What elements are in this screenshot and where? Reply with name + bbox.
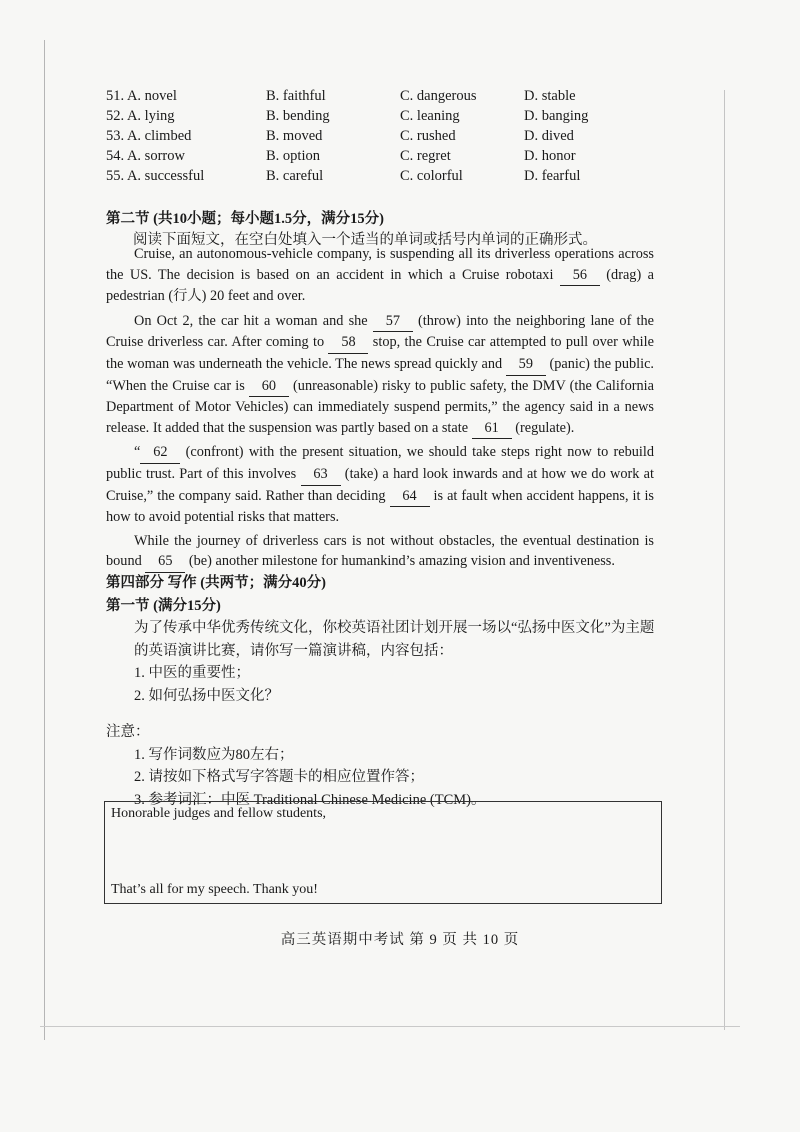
paragraph-1: Cruise, an autonomous-vehicle company, is suspending all its driverless operations across the US. The decision is based on an accident in which a Cruise robotaxi 56 (drag) a pedestrian (行人) 20 feet and over. [106,246,654,305]
writing-section [106,572,666,811]
writing-prompt: 为了传承中华优秀传统文化，你校英语社团计划开展一场以“弘扬中医文化”为主题的英语演讲比赛，请你写一篇演讲稿，内容包括： [134,620,655,659]
answer-box[interactable] [104,801,662,904]
option-a: 52. A. lying [106,108,175,124]
option-row [106,86,626,106]
part-4-heading: 第四部分 写作 (共两节；满分40分) [106,575,326,591]
option-c: C. dangerous [400,88,477,104]
option-c: C. regret [400,148,451,164]
option-b: B. moved [266,128,323,144]
options-table [106,86,626,186]
note-item: 2. 请按如下格式写字答题卡的相应位置作答； [134,769,424,785]
prompt-item: 1. 中医的重要性； [134,665,250,681]
cloze-passage [106,244,654,573]
option-b: B. faithful [266,88,326,104]
blank-65[interactable]: 65 [145,551,185,573]
note-item: 1. 写作词数应为80左右； [134,746,294,763]
option-b: B. careful [266,168,324,184]
blank-56[interactable]: 56 [560,265,600,287]
speech-greeting: Honorable judges and fellow students, [111,806,327,821]
option-d: D. dived [524,128,574,144]
section-1-heading: 第一节 (满分15分) [106,597,221,614]
option-a: 51. A. novel [106,88,177,104]
paragraph-2: On Oct 2, the car hit a woman and she 57 (throw) into the neighboring lane of the Cruise driverless car. After coming to 58 stop, the Cruise car attempted to pull over while the woman was underneath the vehicle. The news spread quickly and 59 (panic) the public. “When the Cruise car is 60 (unreasonable) risky to public safety, the DMV (the California Department of Motor Vehicles) can immediately suspend permits,” the agency said in a news release. It added that the suspension was partly based on a state 61 (regulate). [106,311,654,440]
option-d: D. honor [524,148,576,164]
scan-bottom-line [40,1026,740,1027]
option-c: C. rushed [400,128,456,144]
option-d: D. fearful [524,168,581,184]
scan-edge-left [44,40,45,1040]
option-row [106,146,626,166]
option-b: B. bending [266,108,330,124]
speech-closing: That’s all for my speech. Thank you! [111,882,318,897]
option-b: B. option [266,148,320,164]
blank-63[interactable]: 63 [301,464,341,486]
prompt-item: 2. 如何弘扬中医文化？ [134,687,279,704]
notes-title: 注意： [106,724,150,740]
blank-64[interactable]: 64 [390,486,430,508]
scan-edge-right [724,90,725,1030]
blank-58[interactable]: 58 [328,332,368,354]
blank-62[interactable]: 62 [140,442,180,464]
section-2-heading: 第二节 (共10小题；每小题1.5分，满分15分) [106,211,384,227]
option-row [106,126,626,146]
paragraph-3: “ 62 (confront) with the present situation, we should take steps right now to rebuild public trust. Part of this involves 63 (take) a hard look inwards and at how we do work at Cruise,” the company said. Rather than deciding 64 is at fault when accident happens, it is how to avoid potential risks that matters. [106,444,655,526]
paragraph-4: While the journey of driverless cars is not without obstacles, the eventual destination is bound 65 (be) another milestone for humankind’s amazing vision and inventiveness. [106,531,654,573]
option-c: C. leaning [400,108,460,124]
blank-60[interactable]: 60 [249,376,289,398]
option-d: D. stable [524,88,576,104]
option-d: D. banging [524,108,589,124]
option-row [106,166,626,186]
option-c: C. colorful [400,168,463,184]
blank-59[interactable]: 59 [506,354,546,376]
option-a: 53. A. climbed [106,128,192,144]
note-item: 3. 参考词汇：中医 Traditional Chinese Medicine (TCM)。 [134,791,486,808]
option-a: 54. A. sorrow [106,148,185,164]
option-a: 55. A. successful [106,168,205,184]
blank-57[interactable]: 57 [373,311,413,333]
page-footer: 高三英语期中考试 第 9 页 共 10 页 [280,932,520,948]
blank-61[interactable]: 61 [472,418,512,440]
option-row [106,106,626,126]
section-2-instruction: 阅读下面短文，在空白处填入一个适当的单词或括号内单词的正确形式。 [133,232,597,248]
